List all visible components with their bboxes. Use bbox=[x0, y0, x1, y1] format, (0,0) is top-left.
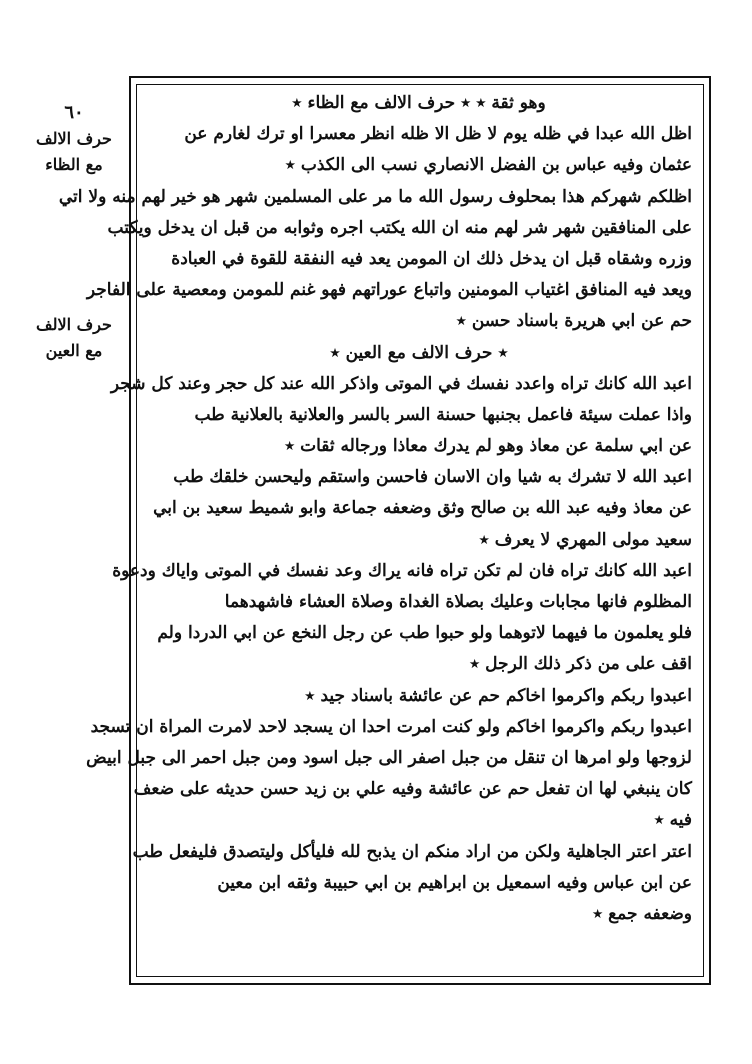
text-line: المظلوم فانها مجابات وعليك بصلاة الغداة وصلاة العشاء فاشهدهما bbox=[224, 592, 692, 612]
text-line: وزره وشقاه قبل ان يدخل ذلك ان المومن يعد فيه النفقة للقوة في العبادة bbox=[171, 248, 692, 269]
text-line: لزوجها ولو امرها ان تنقل من جبل اصفر الى جبل اسود ومن جبل احمر الى جبل ابيض bbox=[86, 747, 692, 768]
text-line: عن معاذ وفيه عبد الله بن صالح وثق وضعفه جماعة وابو شميط سعيد بن ابي bbox=[153, 498, 692, 519]
text-line: اعبدوا ربكم واكرموا اخاكم ولو كنت امرت احدا ان يسجد لاحد لامرت المراة ان تسجد bbox=[90, 716, 692, 737]
margin-note-line: حرف الالف bbox=[36, 315, 112, 334]
text-line: اعبد الله لا تشرك به شيا وان الاسان فاحسن واستقم وليحسن خلقك طب bbox=[173, 467, 692, 488]
text-line: اقف على من ذكر ذلك الرجل ٭ bbox=[470, 654, 692, 675]
margin-annotation-top bbox=[34, 100, 114, 178]
text-line: اعبد الله كانك تراه واعدد نفسك في الموتى واذكر الله عند كل حجر وعند كل شجر bbox=[110, 373, 692, 394]
text-line: اظل الله عبدا في ظله يوم لا ظل الا ظله انظر معسرا او ترك لغارم عن bbox=[184, 124, 692, 145]
text-line: ويعد فيه المنافق اغتياب المومنين واتباع عوراتهم فهو غنم للمومن ومعصية على الفاجر bbox=[86, 280, 692, 301]
text-line: عن ابن عباس وفيه اسمعيل بن ابراهيم بن ابي حبيبة وثقه ابن معين bbox=[217, 872, 692, 893]
text-line: سعيد مولى المهري لا يعرف ٭ bbox=[479, 529, 692, 550]
text-line: حم عن ابي هريرة باسناد حسن ٭ bbox=[456, 311, 692, 332]
text-line: اظلكم شهركم هذا بمحلوف رسول الله ما مر على المسلمين شهر هو خير لهم منه ولا اتي bbox=[58, 186, 692, 207]
text-line: كان ينبغي لها ان تفعل حم عن عائشة وفيه علي بن زيد حسن حديثه على ضعف bbox=[133, 779, 692, 800]
text-line: اعبدوا ربكم واكرموا اخاكم حم عن عائشة باسناد جيد ٭ bbox=[305, 685, 692, 706]
text-line: فيه ٭ bbox=[654, 810, 692, 831]
text-line: وهو ثقة ٭ ٭ حرف الالف مع الظاء ٭ bbox=[292, 93, 546, 113]
margin-note-line: حرف الالف bbox=[36, 129, 112, 148]
page-number: ٦٠ bbox=[64, 102, 84, 123]
text-line: اعبد الله كانك تراه فان لم تكن تراه فانه يراك وعد نفسك في الموتى واياك ودعوة bbox=[112, 560, 692, 581]
margin-note-line: مع العين bbox=[45, 341, 103, 360]
text-line: على المنافقين شهر شر لهم منه ان الله يكتب اجره وثوابه من قبل ان يدخل ويكتب bbox=[107, 217, 692, 238]
text-line: فلو يعلمون ما فيهما لاتوهما ولو حبوا طب عن رجل النخع عن ابي الدردا ولم bbox=[157, 623, 692, 644]
section-heading: ٭ حرف الالف مع العين ٭ bbox=[330, 342, 508, 363]
text-line: وضعفه جمع ٭ bbox=[592, 903, 692, 924]
text-line: عثمان وفيه عباس بن الفضل الانصاري نسب الى الكذب ٭ bbox=[285, 155, 692, 176]
text-line: اعتر اعتر الجاهلية ولكن من اراد منكم ان يذبح لله فليأكل وليتصدق فليفعل طب bbox=[132, 841, 692, 862]
margin-annotation-middle bbox=[34, 312, 114, 364]
text-line: واذا عملت سيئة فاعمل بجنبها حسنة السر بالسر والعلانية بالعلانية طب bbox=[194, 404, 692, 425]
margin-note-line: مع الظاء bbox=[45, 155, 103, 174]
text-line: عن ابي سلمة عن معاذ وهو لم يدرك معاذا ورجاله ثقات ٭ bbox=[284, 436, 692, 457]
